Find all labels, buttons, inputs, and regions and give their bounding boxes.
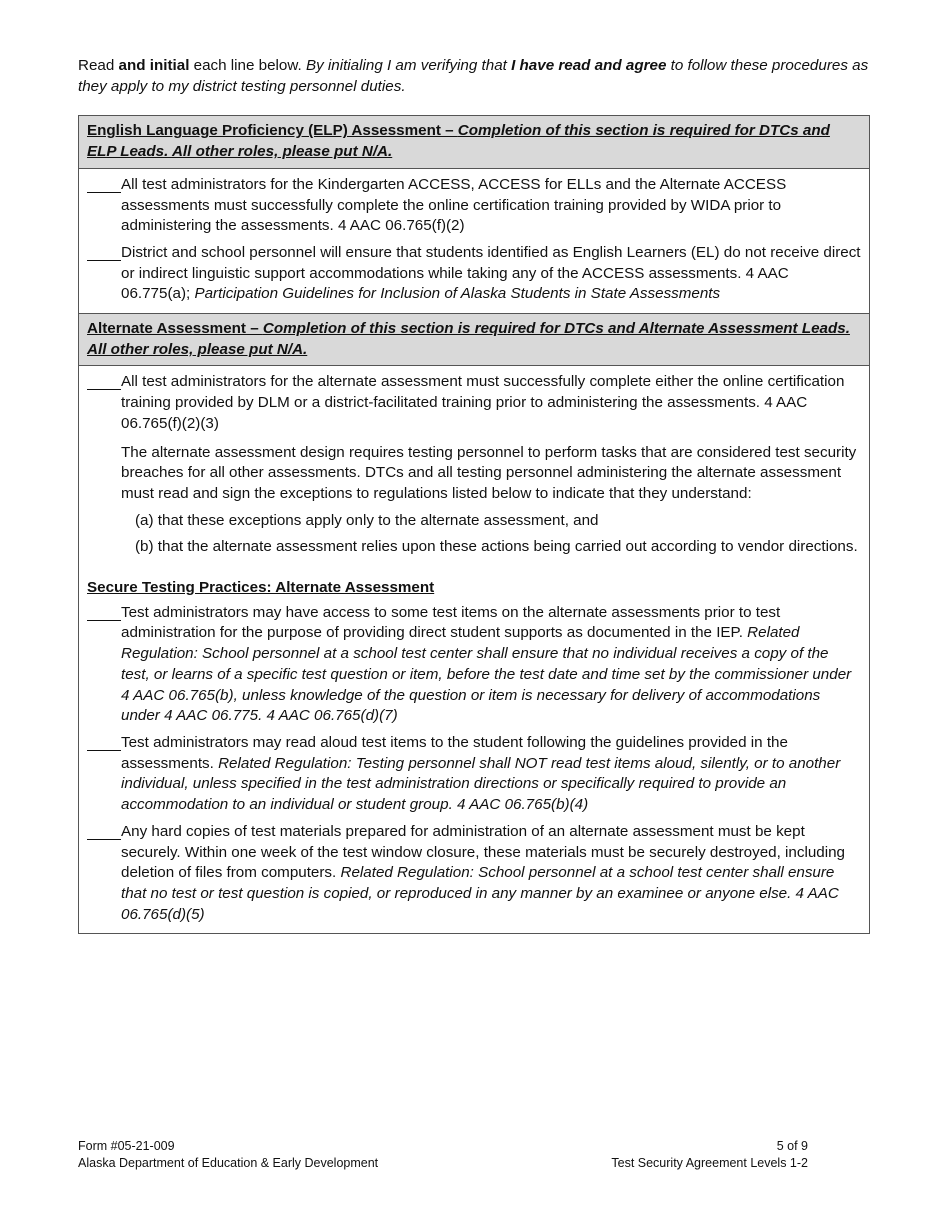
intro-bold-italic: I have read and agree	[511, 57, 667, 74]
intro-text: Read	[78, 57, 119, 74]
initial-blank[interactable]	[87, 243, 121, 261]
elp-section-body	[79, 169, 869, 313]
footer-right	[611, 1138, 808, 1172]
item-text: All test administrators for the Kindergarten ACCESS, ACCESS for ELLs and the Alternate ACCESS assessments must successfully complete the online certification training provided by WIDA prior to administering the assessments. 4 AAC 06.765(f)(2)	[121, 175, 787, 235]
initial-line-item	[87, 822, 861, 926]
page-number: 5 of 9	[776, 1139, 808, 1153]
alt-section-body	[79, 366, 869, 933]
item-text: All test administrators for the alternate assessment must successfully complete either the online certification training provided by DLM or a district-facilitated training prior to administering the assessments. 4 AAC 06.765(f)(2)(3)	[121, 373, 845, 432]
intro-italic: By initialing I am verifying that	[305, 57, 512, 74]
initial-blank[interactable]	[87, 603, 121, 621]
alt-explanation: The alternate assessment design requires testing personnel to perform tasks that are considered test security breaches for all other assessments. DTCs and all testing personnel administering the alternate assessment must read and sign the exceptions to regulations listed below to indicate that they understand:	[121, 443, 857, 502]
item-text: Any hard copies of test materials prepared for administration of an alternate assessment must be kept securely. Within one week of the test window closure, these materials must be securely destroyed, including deletion of files from computers. Related Regulation: School personnel at a school test center shall ensure that no test or test question is copied, or reproduced in any manner by an examinee or anyone else. 4 AAC 06.765(d)(5)	[121, 822, 846, 923]
exception-a: (a) that these exceptions apply only to the alternate assessment, and	[135, 511, 599, 529]
document-page	[78, 56, 870, 934]
item-text: Test administrators may have access to some test items on the alternate assessments prior to test administration for the purpose of providing direct student supports as documented in the IEP. Related Regulation: School personnel at a school test center shall ensure that no individual receives a copy of the test, or learns of a specific test question or item, before the test date and time set by the commissioner under 4 AAC 06.765(b), unless knowledge of the question or item is necessary for delivery of accommodations under 4 AAC 06.775. 4 AAC 06.765(d)(7)	[121, 603, 852, 725]
elp-heading-title: English Language Proficiency (ELP) Assessment –	[87, 122, 458, 140]
secure-practices-heading: Secure Testing Practices: Alternate Assessment	[87, 579, 435, 597]
item-text: District and school personnel will ensure that students identified as English Learners (EL) do not receive direct or indirect linguistic support accommodations while taking any of the ACCESS assessments. 4 AAC 06.775(a); Participation Guidelines for Inclusion of Alaska Students in State Assessments	[121, 243, 861, 303]
alt-heading-note: Completion of this section is required for DTCs and Alternate Assessment Leads. All other roles, please put N/A.	[87, 320, 850, 358]
intro-italic: to follow these procedures as they apply to my district testing personnel duties.	[78, 57, 869, 95]
initial-blank[interactable]	[87, 822, 121, 840]
item-text: Test administrators may read aloud test items to the student following the guidelines provided in the assessments. Related Regulation: Testing personnel shall NOT read test items aloud, silently, or to another individual, unless specified in the test administration directions or specifically required to provide an accommodation to an individual or student group. 4 AAC 06.765(b)(4)	[121, 733, 841, 814]
elp-heading-note: Completion of this section is required for DTCs and ELP Leads. All other roles, please put N/A.	[87, 122, 830, 161]
initial-line-item	[87, 603, 861, 727]
elp-section-heading	[79, 116, 869, 168]
initial-line-item	[87, 733, 861, 816]
footer-left	[78, 1138, 378, 1172]
exception-b: (b) that the alternate assessment relies upon these actions being carried out according to vendor directions.	[135, 538, 858, 556]
intro-instructions	[78, 56, 870, 97]
initial-line-item	[87, 372, 861, 434]
department-name: Alaska Department of Education & Early Development	[78, 1156, 379, 1170]
alt-section-heading	[79, 313, 869, 366]
form-number: Form #05-21-009	[78, 1139, 175, 1153]
initial-blank[interactable]	[87, 733, 121, 751]
intro-bold: and initial	[118, 57, 190, 74]
intro-text: each line below.	[189, 57, 306, 74]
initial-line-item	[87, 243, 861, 305]
initial-line-item	[87, 175, 861, 237]
initial-blank[interactable]	[87, 175, 121, 193]
initial-blank[interactable]	[87, 372, 121, 390]
document-title: Test Security Agreement Levels 1-2	[611, 1156, 808, 1170]
alt-heading-title: Alternate Assessment –	[87, 320, 263, 338]
agreement-table	[78, 115, 870, 934]
